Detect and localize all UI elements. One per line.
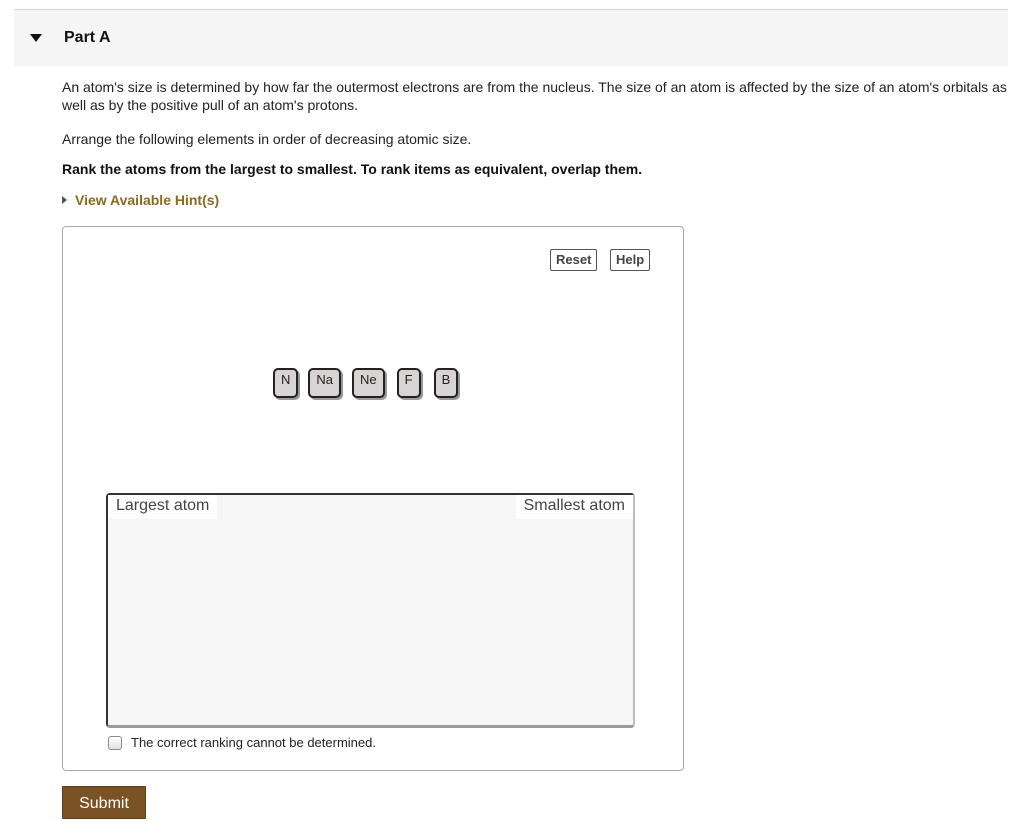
atom-tiles xyxy=(273,368,458,398)
part-title: Part A xyxy=(64,29,111,46)
submit-button[interactable]: Submit xyxy=(62,786,146,819)
largest-atom-label: Largest atom xyxy=(108,495,217,519)
atom-tile-na[interactable]: Na xyxy=(308,368,341,398)
triangle-right-icon xyxy=(62,196,67,204)
atom-tile-f[interactable]: F xyxy=(397,368,421,398)
cannot-determine-option[interactable] xyxy=(108,735,376,750)
view-hints-link[interactable] xyxy=(62,192,219,208)
atom-tile-ne[interactable]: Ne xyxy=(352,368,385,398)
cannot-determine-label: The correct ranking cannot be determined. xyxy=(131,735,376,750)
atom-tile-n[interactable]: N xyxy=(273,368,298,398)
atom-tile-b[interactable]: B xyxy=(434,368,459,398)
question-intro: An atom's size is determined by how far the outermost electrons are from the nucleus. The size of an atom is affected by the size of an atom's orbitals as well as by the positive pull of an atom's protons. xyxy=(62,79,1007,113)
rank-instruction: Rank the atoms from the largest to smallest. To rank items as equivalent, overlap them. xyxy=(62,161,643,177)
question-instruction: Arrange the following elements in order of decreasing atomic size. xyxy=(62,131,472,147)
view-hints-label: View Available Hint(s) xyxy=(75,192,220,208)
help-button[interactable]: Help xyxy=(610,249,650,271)
smallest-atom-label: Smallest atom xyxy=(516,495,633,519)
reset-button[interactable]: Reset xyxy=(550,249,597,271)
ranking-panel xyxy=(62,226,684,771)
cannot-determine-checkbox[interactable] xyxy=(108,736,122,750)
triangle-down-icon[interactable] xyxy=(30,34,42,42)
part-header xyxy=(14,10,1008,66)
ranking-drop-area[interactable] xyxy=(106,493,635,728)
